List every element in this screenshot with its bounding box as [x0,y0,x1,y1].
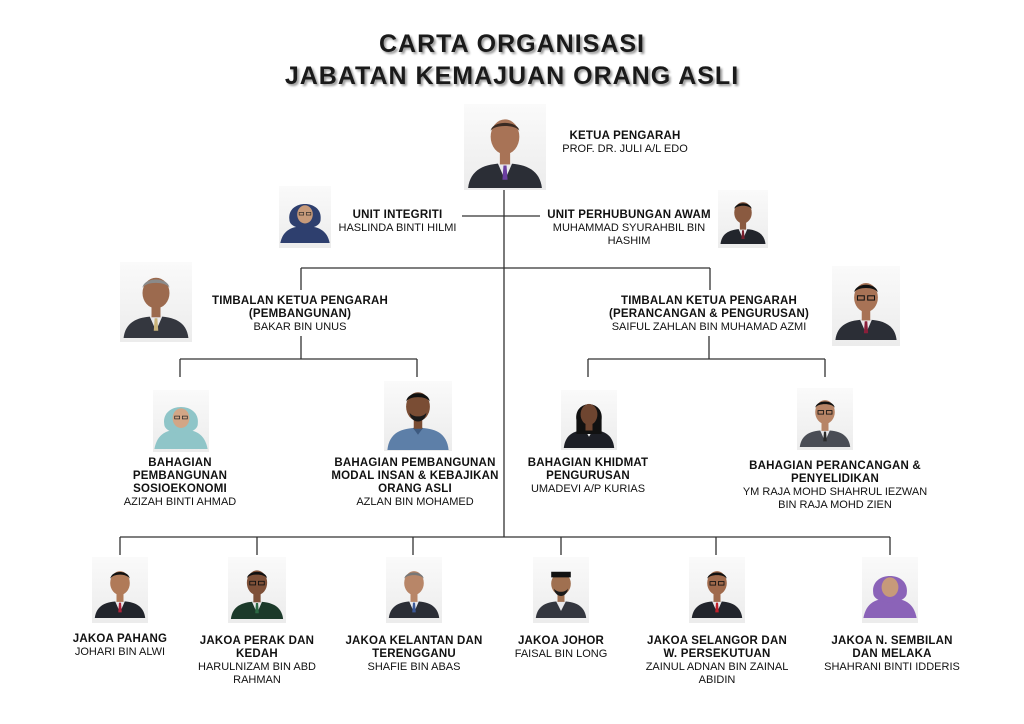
timbalan-perancangan-label [598,295,820,334]
unit-integriti-label [330,209,465,235]
portrait-jakoa-selangor-wp [689,557,745,623]
unit-integriti-role: UNIT INTEGRITI [352,209,443,221]
bahagian-sosioekonomi-label [110,457,250,509]
portrait-bahagian-perancangan [797,388,853,450]
jakoa-johor-label [496,635,626,661]
ketua-pengarah-role: KETUA PENGARAH [569,130,681,142]
portrait-jakoa-kelantan-terengganu [386,557,442,623]
jakoa-nsembilan-melaka-role: JAKOA N. SEMBILAN DAN MELAKA [831,635,953,660]
jakoa-kelantan-terengganu-role: JAKOA KELANTAN DAN TERENGGANU [345,635,483,660]
bahagian-sosioekonomi-name: AZIZAH BINTI AHMAD [123,496,237,508]
portrait-unit-integriti [279,186,331,248]
portrait-bahagian-sosioekonomi [153,390,209,452]
chart-title-line1: CARTA ORGANISASI [379,30,645,58]
jakoa-pahang-label [55,633,185,659]
jakoa-pahang-role: JAKOA PAHANG [72,633,168,645]
bahagian-khidmat-name: UMADEVI A/P KURIAS [530,483,646,495]
bahagian-perancangan-name: YM RAJA MOHD SHAHRUL IEZWAN BIN RAJA MOHD ZIEN [742,486,928,511]
timbalan-pembangunan-role: TIMBALAN KETUA PENGARAH (PEMBANGUNAN) [211,295,389,320]
portrait-jakoa-johor [533,557,589,623]
portrait-jakoa-perak-kedah [228,557,286,623]
portrait-bahagian-modal-insan [384,381,452,451]
portrait-timbalan-perancangan [832,266,900,346]
jakoa-johor-name: FAISAL BIN LONG [514,648,608,660]
jakoa-kelantan-terengganu-name: SHAFIE BIN ABAS [367,661,461,673]
timbalan-perancangan-name: SAIFUL ZAHLAN BIN MUHAMAD AZMI [611,321,807,333]
bahagian-sosioekonomi-role: BAHAGIAN PEMBANGUNAN SOSIOEKONOMI [132,457,228,495]
timbalan-perancangan-role: TIMBALAN KETUA PENGARAH (PERANCANGAN & PENGURUSAN) [608,295,810,320]
portrait-jakoa-nsembilan-melaka [862,557,918,623]
portrait-unit-perhubungan-awam [718,190,768,248]
unit-perhubungan-awam-label [538,209,720,248]
ketua-pengarah-label [540,130,710,156]
unit-awam-role: UNIT PERHUBUNGAN AWAM [547,209,711,221]
jakoa-selangor-wp-name: ZAINUL ADNAN BIN ZAINAL ABIDIN [645,661,789,686]
unit-integriti-name: HASLINDA BINTI HILMI [338,222,457,234]
jakoa-nsembilan-melaka-label [818,635,966,674]
bahagian-khidmat-label [515,457,661,496]
jakoa-johor-role: JAKOA JOHOR [517,635,605,647]
bahagian-khidmat-role: BAHAGIAN KHIDMAT PENGURUSAN [527,457,649,482]
bahagian-perancangan-label [735,460,935,512]
jakoa-selangor-wp-label [642,635,792,687]
bahagian-modal-insan-name: AZLAN BIN MOHAMED [356,496,474,508]
jakoa-pahang-name: JOHARI BIN ALWI [74,646,166,658]
jakoa-selangor-wp-role: JAKOA SELANGOR DAN W. PERSEKUTUAN [647,635,787,660]
portrait-timbalan-pembangunan [120,262,192,342]
bahagian-modal-insan-label [330,457,500,509]
portrait-bahagian-khidmat [561,390,617,450]
timbalan-pembangunan-name: BAKAR BIN UNUS [253,321,347,333]
portrait-ketua-pengarah [464,104,546,190]
portrait-jakoa-pahang [92,557,148,623]
jakoa-nsembilan-melaka-name: SHAHRANI BINTI IDDERIS [824,661,960,673]
bahagian-modal-insan-role: BAHAGIAN PEMBANGUNAN MODAL INSAN & KEBAJIKAN ORANG ASLI [331,457,499,495]
jakoa-perak-kedah-name: HARULNIZAM BIN ABD RAHMAN [198,661,316,686]
jakoa-perak-kedah-role: JAKOA PERAK DAN KEDAH [199,635,315,660]
unit-awam-name: MUHAMMAD SYURAHBIL BIN HASHIM [552,222,706,247]
ketua-pengarah-name: PROF. DR. JULI A/L EDO [562,143,688,155]
jakoa-kelantan-terengganu-label [340,635,488,674]
chart-title-line2: JABATAN KEMAJUAN ORANG ASLI [284,62,740,90]
jakoa-perak-kedah-label [185,635,329,687]
timbalan-pembangunan-label [195,295,405,334]
bahagian-perancangan-role: BAHAGIAN PERANCANGAN & PENYELIDIKAN [749,460,921,485]
